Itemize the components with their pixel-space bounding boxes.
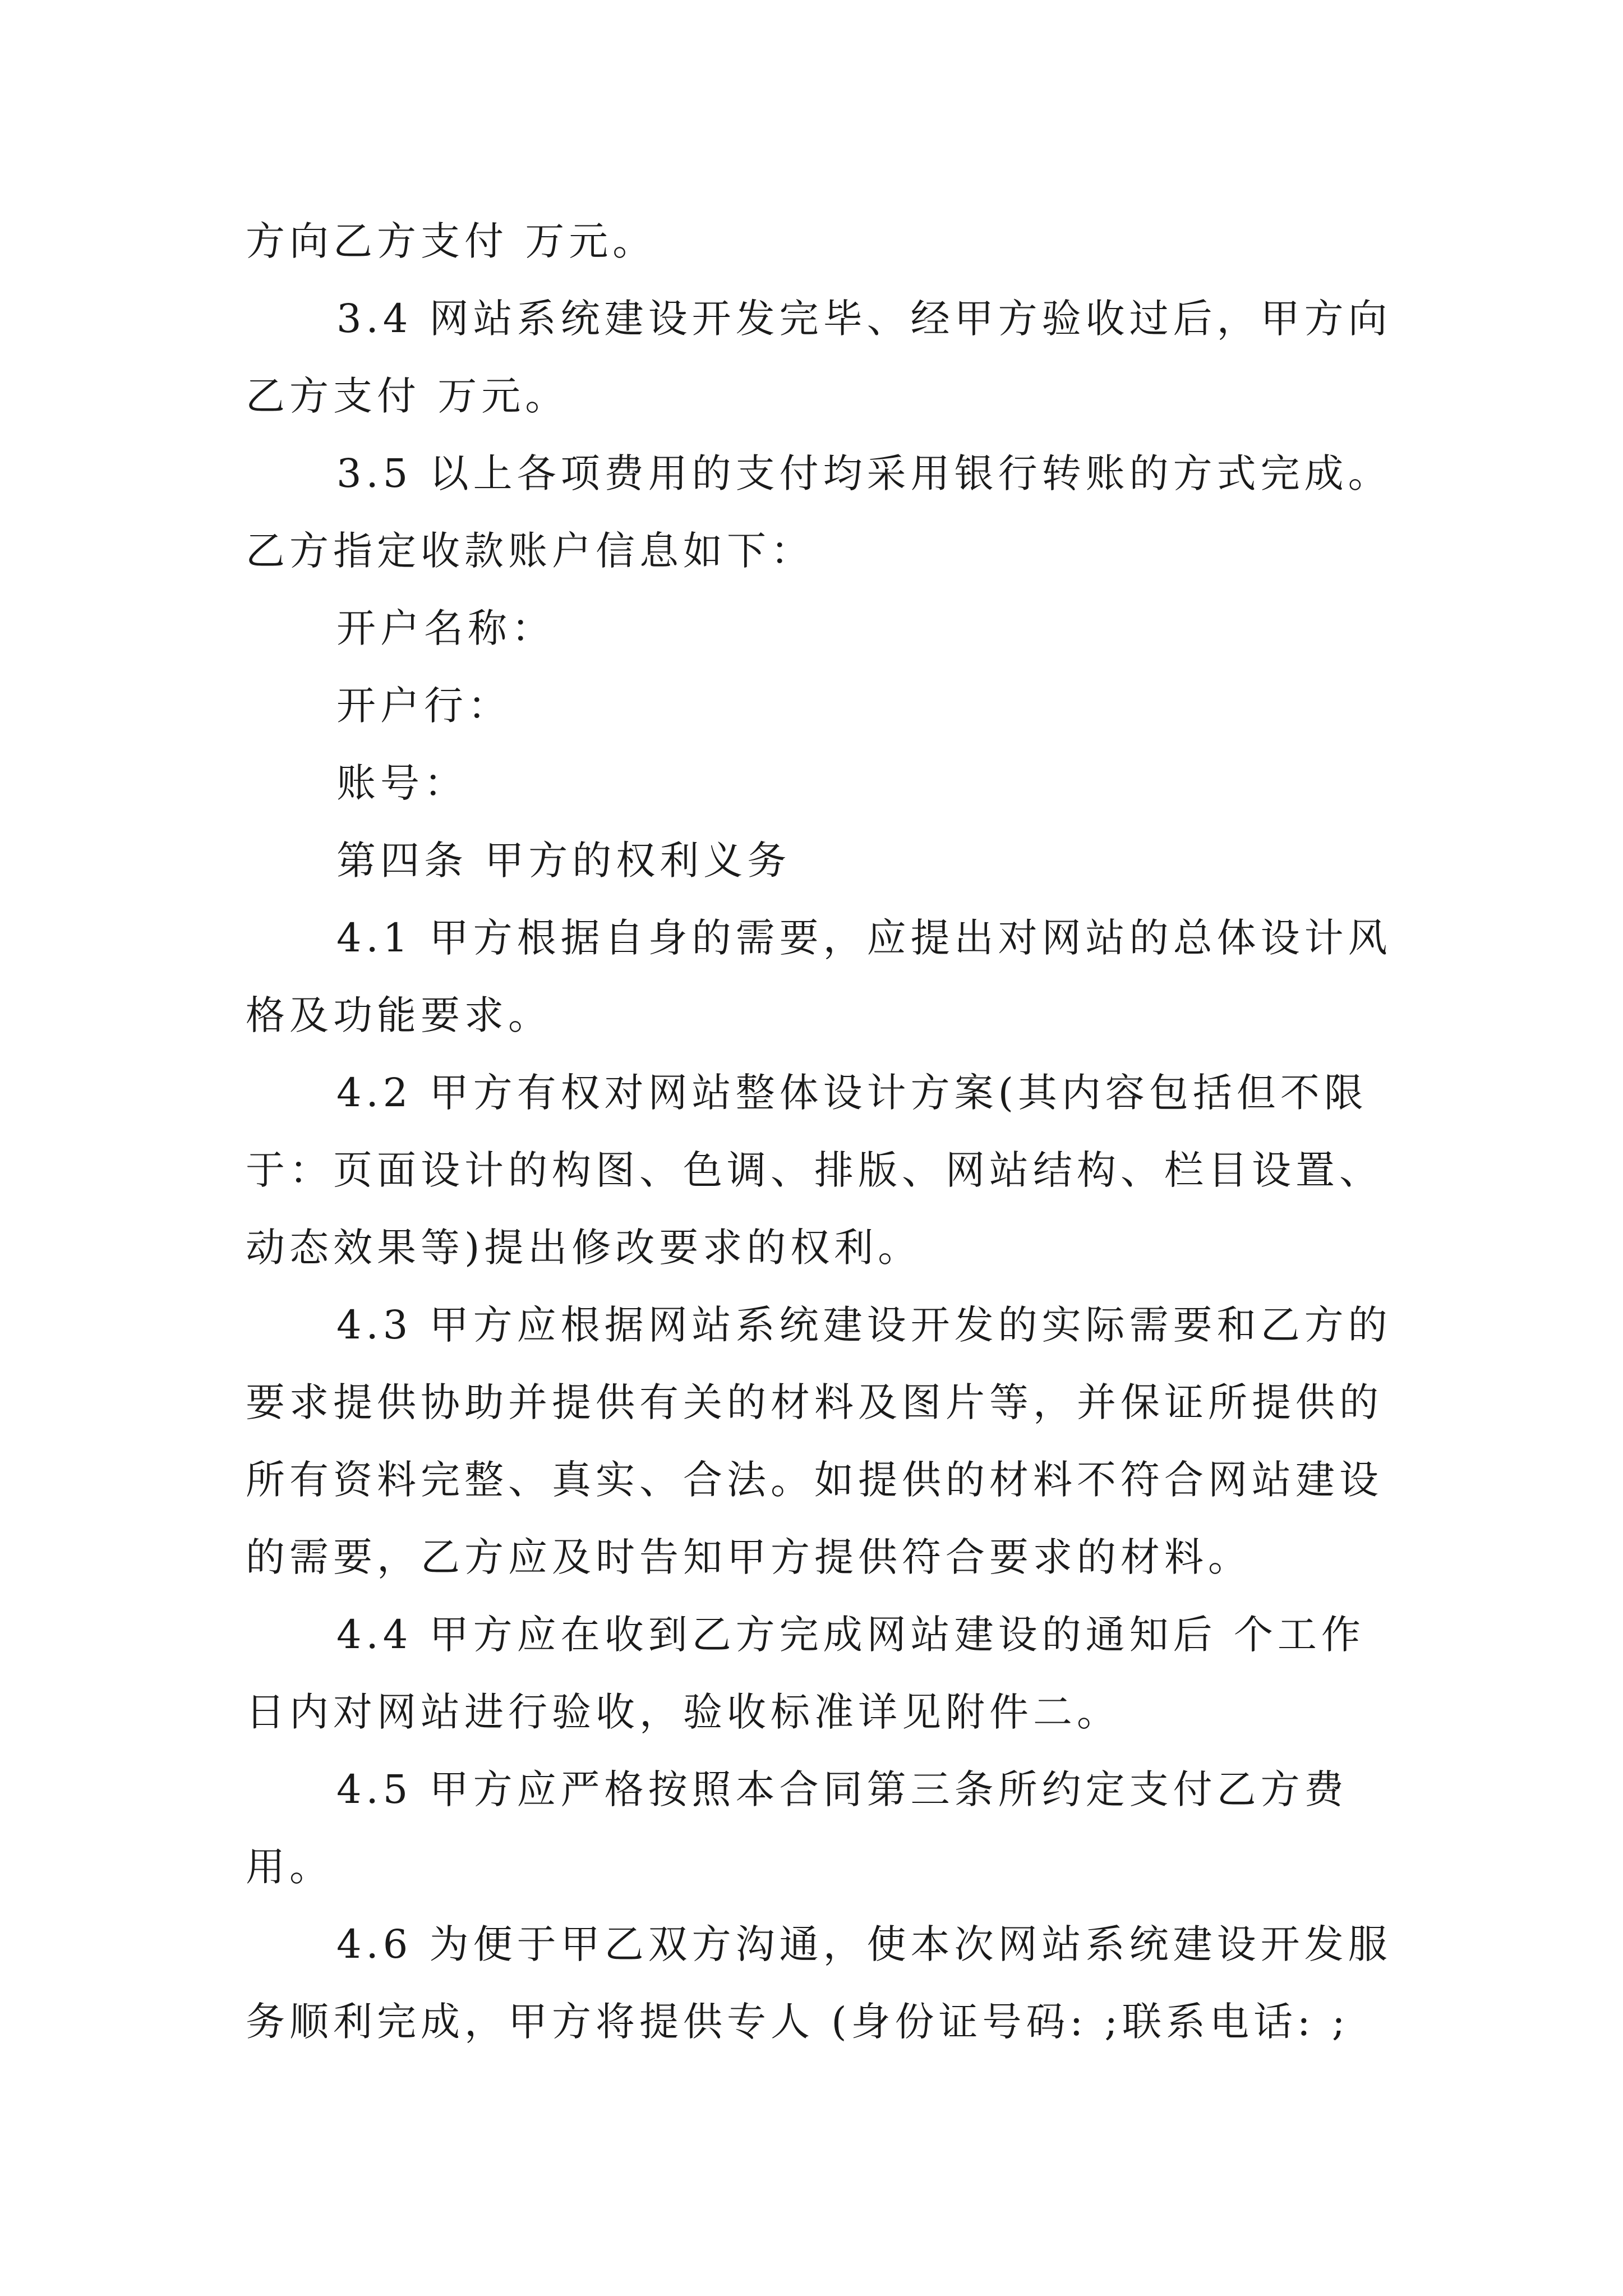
bank-label: 开户行： xyxy=(336,683,511,729)
clause-4-5: 4.5 甲方应严格按照本合同第三条所约定支付乙方费 xyxy=(336,1766,1348,1812)
text-line: 乙方指定收款账户信息如下： xyxy=(246,528,814,574)
clause-4-1: 4.1 甲方根据自身的需要，应提出对网站的总体设计风 xyxy=(336,915,1392,961)
clause-4-2: 4.2 甲方有权对网站整体设计方案(其内容包括但不限 xyxy=(336,1070,1368,1116)
clause-3-5: 3.5 以上各项费用的支付均采用银行转账的方式完成。 xyxy=(336,450,1392,496)
clause-4-6: 4.6 为便于甲乙双方沟通，使本次网站系统建设开发服 xyxy=(336,1921,1392,1967)
text-line: 所有资料完整、真实、合法。如提供的材料不符合网站建设 xyxy=(246,1457,1383,1503)
text-line: 日内对网站进行验收，验收标准详见附件二。 xyxy=(246,1689,1121,1735)
text-line: 方向乙方支付 万元。 xyxy=(246,218,657,264)
text-line: 动态效果等)提出修改要求的权利。 xyxy=(246,1225,922,1271)
account-name-label: 开户名称： xyxy=(336,605,555,651)
text-line: 乙方支付 万元。 xyxy=(246,373,569,419)
clause-4-4: 4.4 甲方应在收到乙方完成网站建设的通知后 个工作 xyxy=(336,1612,1365,1658)
account-number-label: 账号： xyxy=(336,760,468,806)
text-line: 于：页面设计的构图、色调、排版、网站结构、栏目设置、 xyxy=(246,1147,1383,1193)
article-4-heading: 第四条 甲方的权利义务 xyxy=(336,838,791,884)
clause-4-3: 4.3 甲方应根据网站系统建设开发的实际需要和乙方的 xyxy=(336,1302,1392,1348)
text-line: 用。 xyxy=(246,1844,333,1890)
text-line: 的需要，乙方应及时告知甲方提供符合要求的材料。 xyxy=(246,1534,1252,1580)
text-line: 要求提供协助并提供有关的材料及图片等，并保证所提供的 xyxy=(246,1379,1383,1425)
text-line: 务顺利完成，甲方将提供专人 (身份证号码: ;联系电话: ; xyxy=(246,1999,1350,2045)
clause-3-4: 3.4 网站系统建设开发完毕、经甲方验收过后，甲方向 xyxy=(336,296,1392,342)
text-line: 格及功能要求。 xyxy=(246,992,552,1038)
